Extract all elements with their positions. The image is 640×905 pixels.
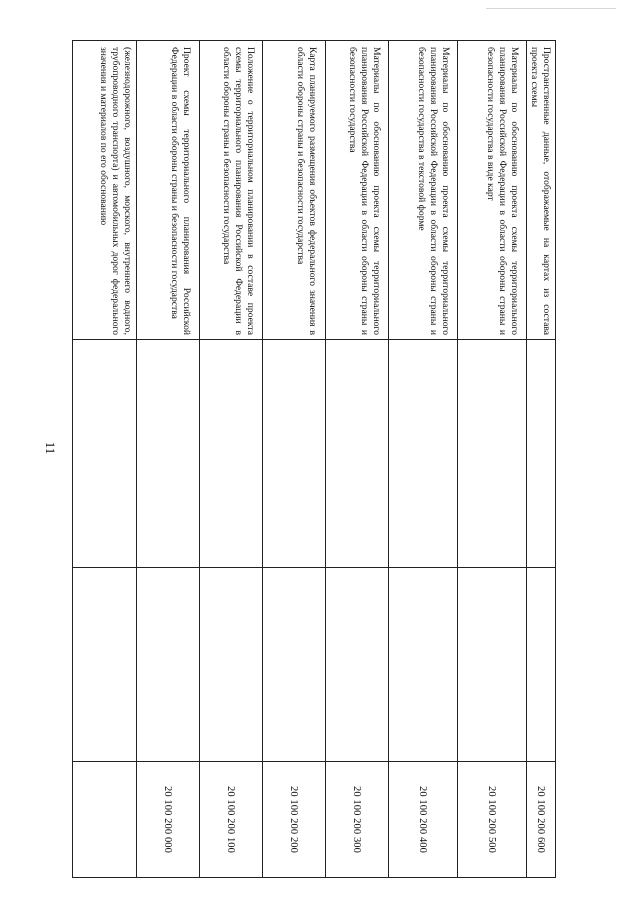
column-divider bbox=[73, 339, 555, 340]
row-description: Положение о территориальном планировании в составе проекта схемы территориального планирования Российской Федерации в области обороны страны и безопасности государства bbox=[221, 47, 256, 335]
table-row-description-cell bbox=[136, 41, 199, 339]
row-code: 20 100 200 100 bbox=[225, 785, 236, 853]
table-row-code-cell bbox=[73, 761, 136, 877]
table-row-code-cell bbox=[325, 761, 388, 877]
scan-artifact-line bbox=[486, 8, 616, 9]
row-code: 20 100 200 400 bbox=[417, 785, 428, 853]
table-row-description-cell bbox=[457, 41, 526, 339]
page-number: 11 bbox=[43, 441, 58, 455]
row-code: 20 100 200 200 bbox=[288, 785, 299, 853]
table-row-code-cell bbox=[388, 761, 457, 877]
table-row-description-cell bbox=[73, 41, 136, 339]
table-row-description-cell bbox=[262, 41, 325, 339]
table-row-code-cell bbox=[199, 761, 262, 877]
classifier-table bbox=[72, 40, 556, 878]
table-row-code-cell bbox=[136, 761, 199, 877]
row-description: (железнодорожного, воздушного, морского, внутреннего водного, трубопроводного транспорта) и автомобильных дорог федерального значения и материалов по его обоснованию bbox=[98, 47, 133, 335]
table-row-code-cell bbox=[526, 761, 555, 877]
row-description: Пространственные данные, отображаемые на картах из состава проекта схемы bbox=[529, 47, 552, 335]
table-row-description-cell bbox=[388, 41, 457, 339]
row-description: Карта планируемого размещения объектов федерального значения в области обороны страны и безопасности государства bbox=[295, 47, 318, 335]
row-code: 20 100 200 600 bbox=[535, 785, 546, 853]
table-row-description-cell bbox=[526, 41, 555, 339]
column-divider bbox=[73, 567, 555, 568]
row-code: 20 100 200 000 bbox=[162, 785, 173, 853]
table-row-code-cell bbox=[262, 761, 325, 877]
row-description: Материалы по обоснованию проекта схемы территориального планирования Российской Федерации в области обороны страны и безопасности государства bbox=[347, 47, 382, 335]
row-code: 20 100 200 500 bbox=[486, 785, 497, 853]
row-description: Материалы по обоснованию проекта схемы территориального планирования Российской Федерации в области обороны страны и безопасности государства в виде карт bbox=[485, 47, 520, 335]
table-row-code-cell bbox=[457, 761, 526, 877]
row-code: 20 100 200 300 bbox=[351, 785, 362, 853]
row-description: Материалы по обоснованию проекта схемы территориального планирования Российской Федерации в области обороны страны и безопасности государства в текстовой форме bbox=[416, 47, 451, 335]
row-description: Проект схемы территориального планирования Российской Федерации в области обороны страны и безопасности государства bbox=[169, 47, 192, 335]
table-row-description-cell bbox=[325, 41, 388, 339]
table-row-description-cell bbox=[199, 41, 262, 339]
